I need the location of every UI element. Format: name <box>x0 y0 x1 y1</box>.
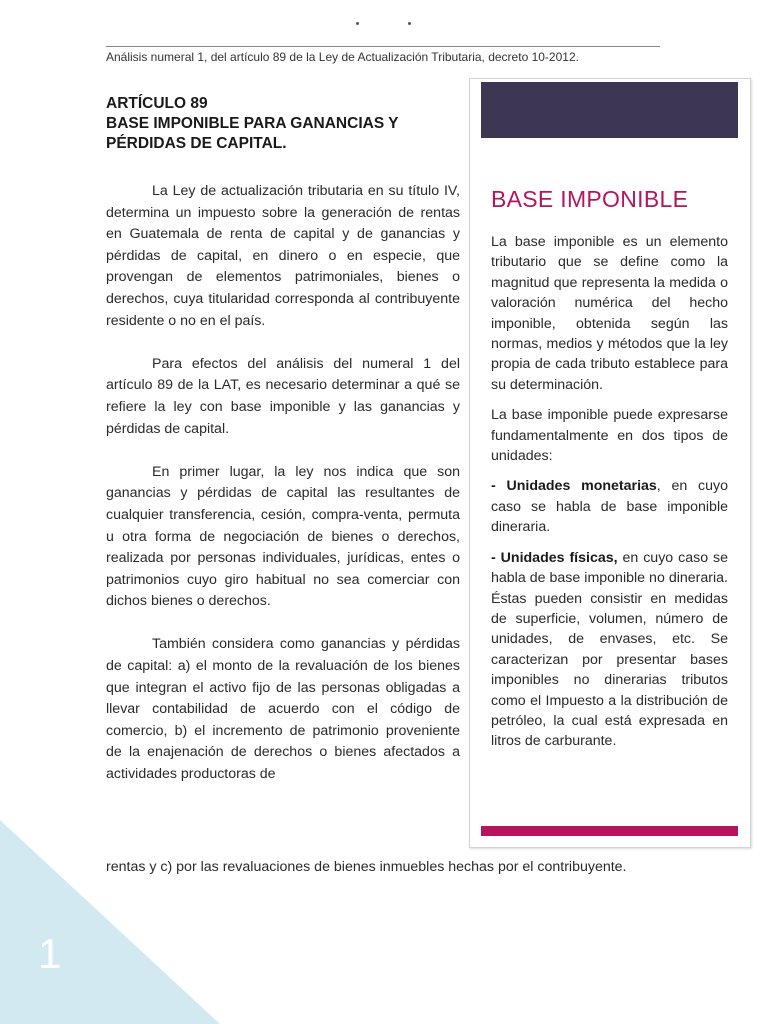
top-dots <box>0 22 768 32</box>
article-number: ARTÍCULO 89 <box>106 95 208 112</box>
bold-term: - Unidades físicas, <box>491 549 618 566</box>
sidebar-footer-bar <box>481 826 738 836</box>
paragraph: Para efectos del análisis del numeral 1 del artículo 89 de la LAT, es necesario determinar a qué se refiere la ley con base imponible y las ganancias y pérdidas de capital. <box>106 355 460 437</box>
sidebar-header-bar <box>481 82 738 138</box>
paragraph-continuation: rentas y c) por las revaluaciones de bienes inmuebles hechas por el contribuyente. <box>106 859 627 875</box>
dot <box>356 22 359 25</box>
sidebar-paragraph <box>491 476 728 537</box>
sidebar-box <box>469 78 751 848</box>
paragraph: También considera como ganancias y pérdidas de capital: a) el monto de la revaluación de los bienes que integran el activo fijo de las personas obligadas a llevar contabilidad de acuerdo con el código de comercio, b) el incremento de patrimonio proveniente de la enajenación de derechos o bienes afectados a actividades productoras de <box>106 636 460 783</box>
sidebar-text: en cuyo caso se habla de base imponible no dineraria. Éstas pueden consistir en medidas de superficie, volumen, número de unidades, de envases, etc. Se caracterizan por presentar bases imponibles no dinerarias tributos como el Impuesto a la distribución de petróleo, la cual está expresada en litros de carburante. <box>491 549 728 750</box>
dot <box>408 22 411 25</box>
sidebar-text: , en cuyo caso se habla de base imponible dineraria. <box>491 478 728 536</box>
article-title <box>106 94 466 154</box>
article-body <box>106 181 460 807</box>
sidebar-paragraph <box>491 548 728 752</box>
paragraph: La Ley de actualización tributaria en su título IV, determina un impuesto sobre la generación de rentas en Guatemala de renta de capital y de ganancias y pérdidas de capital, en dinero o en especie, que provengan de elementos patrimoniales, bienes o derechos, cuya titularidad corresponda al contribuyente residente o no en el país. <box>106 183 460 329</box>
running-header: Análisis numeral 1, del artículo 89 de la Ley de Actualización Tributaria, decreto 10-2012. <box>106 46 660 64</box>
page-number: 1 <box>38 930 62 977</box>
sidebar-paragraph: La base imponible puede expresarse fundamentalmente en dos tipos de unidades: <box>491 407 728 465</box>
bold-term: - Unidades monetarias <box>491 478 657 495</box>
paragraph: En primer lugar, la ley nos indica que son ganancias y pérdidas de capital las resultantes de cualquier transferencia, cesión, compra-venta, permuta u otra forma de negociación de bienes o derechos, realizada por personas individuales, jurídicas, entes o patrimonios cuyo giro habitual no sea comerciar con dichos bienes o derechos. <box>106 463 460 610</box>
sidebar-paragraph: La base imponible es un elemento tributario que se define como la magnitud que representa la medida o valoración numérica del hecho imponible, obtenida según las normas, medios y métodos que la ley propia de cada tributo establece para su determinación. <box>491 234 728 393</box>
article-heading: BASE IMPONIBLE PARA GANANCIAS Y PÉRDIDAS DE CAPITAL. <box>106 115 399 152</box>
sidebar-title: BASE IMPONIBLE <box>491 186 689 212</box>
sidebar-body <box>491 232 728 762</box>
corner-triangle <box>0 760 220 1024</box>
